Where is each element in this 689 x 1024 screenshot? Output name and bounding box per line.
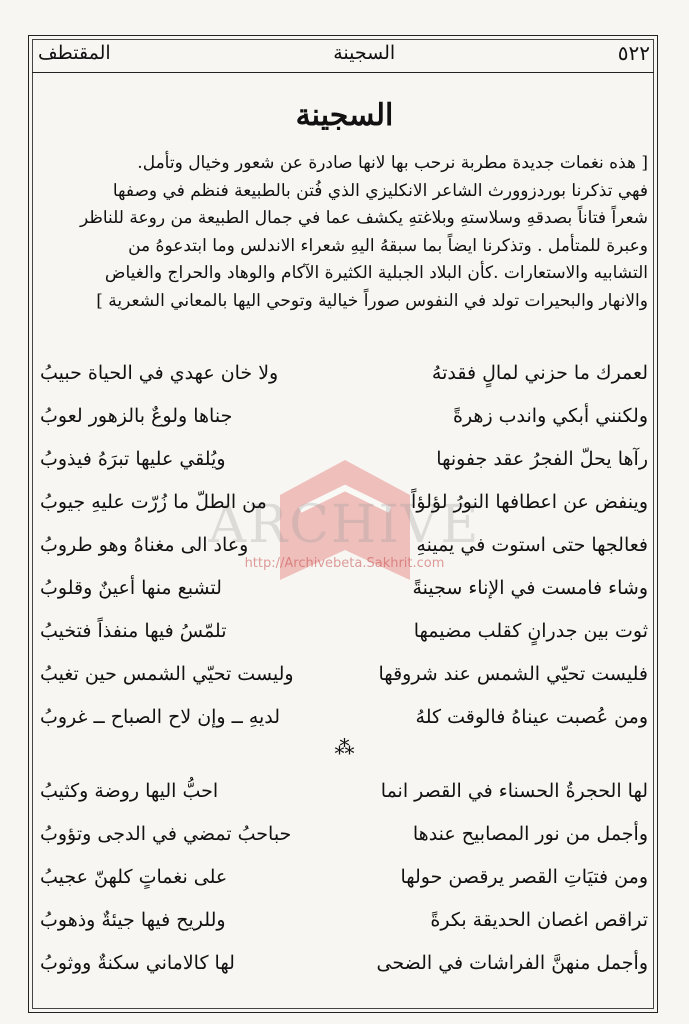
second-hemistich: لها كالاماني سكنةٌ ووثوبُ bbox=[40, 952, 235, 974]
verse bbox=[40, 481, 648, 524]
first-hemistich: لها الحجرةُ الحسناء في القصر انما bbox=[380, 780, 648, 802]
verse bbox=[40, 352, 648, 395]
second-hemistich: حباحبُ تمضي في الدجى وتؤوبُ bbox=[40, 823, 292, 845]
watermark-url: http://Archivebeta.Sakhrit.com bbox=[244, 556, 445, 571]
journal-name: المقتطف bbox=[38, 42, 111, 64]
running-header bbox=[38, 38, 650, 68]
verse bbox=[40, 653, 648, 696]
second-hemistich: وعاد الى مغناهُ وهو طروبُ bbox=[40, 534, 249, 556]
first-hemistich: رآها يحلّ الفجرُ عقد جفونها bbox=[436, 448, 648, 470]
poem-part-1 bbox=[40, 352, 648, 739]
second-hemistich: لتشبع منها أعينٌ وقلوبُ bbox=[40, 577, 222, 599]
second-hemistich: تلمّسُ فيها منفذاً فتخيبُ bbox=[40, 620, 227, 642]
second-hemistich: من الطلّ ما زُرّت عليهِ جيوبُ bbox=[40, 491, 267, 513]
second-hemistich: ولا خان عهدي في الحياة حبيبُ bbox=[40, 362, 279, 384]
intro-line: والانهار والبحيرات تولد في النفوس صوراً خيالية وتوحي اليها بالمعاني الشعرية ] bbox=[96, 290, 648, 311]
first-hemistich: وينفض عن اعطافها النورُ لؤلؤاً bbox=[411, 491, 648, 513]
first-hemistich: لعمرك ما حزني لمالٍ فقدتهُ bbox=[431, 362, 648, 384]
first-hemistich: وأجمل من نور المصابيح عندها bbox=[412, 823, 648, 845]
intro-line: شعراً فتاناً بصدقهِ وسلاستهِ وبلاغتهِ يكشف عما في جمال الطبيعة من روعة للناظر bbox=[79, 208, 648, 228]
intro-line: فهي تذكرنا بوردزوورث الشاعر الانكليزي الذي فُتن بالطبيعة فنظم في وصفها bbox=[112, 180, 648, 201]
verse bbox=[40, 567, 648, 610]
second-hemistich: وليست تحيّي الشمس حين تغيبُ bbox=[40, 663, 294, 685]
second-hemistich: احبُّ اليها روضة وكثيبُ bbox=[40, 780, 219, 802]
verse bbox=[40, 524, 648, 567]
second-hemistich: ويُلقي عليها تبرَهُ فيذوبُ bbox=[40, 448, 226, 470]
poem-part-2 bbox=[40, 770, 648, 985]
second-hemistich: وللريح فيها جيئةٌ وذهوبُ bbox=[40, 909, 226, 931]
intro-line: [ هذه نغمات جديدة مطربة نرحب بها لانها صادرة عن شعور وخيال وتأمل. bbox=[137, 153, 648, 173]
first-hemistich: ثوت بين جدرانٍ كقلب مضيمها bbox=[413, 620, 648, 642]
verse bbox=[40, 856, 648, 899]
first-hemistich: ومن فتيَاتِ القصر يرقصن حولها bbox=[400, 866, 648, 888]
first-hemistich: فعالجها حتى استوت في يمينهِ bbox=[416, 534, 648, 556]
first-hemistich: ولكنني أبكي واندب زهرةً bbox=[452, 405, 648, 427]
first-hemistich: فليست تحيّي الشمس عند شروقها bbox=[378, 663, 648, 685]
first-hemistich: وشاء فامست في الإناء سجينةً bbox=[412, 577, 648, 599]
verse bbox=[40, 813, 648, 856]
header-rule bbox=[32, 72, 654, 73]
first-hemistich: وأجمل منهنَّ الفراشات في الضحى bbox=[376, 952, 648, 974]
intro-line: التشابيه والاستعارات .كأن البلاد الجبلية الكثيرة الآكام والوهاد والحراج والغياض bbox=[104, 263, 648, 283]
intro-paragraph bbox=[40, 150, 648, 315]
verse bbox=[40, 610, 648, 653]
watermark-text: ARCHIVE bbox=[208, 495, 481, 555]
verse bbox=[40, 395, 648, 438]
second-hemistich: على نغماتٍ كلهنّ عجيبُ bbox=[40, 866, 228, 888]
second-hemistich: جناها ولوعٌ بالزهور لعوبُ bbox=[40, 405, 233, 427]
verse bbox=[40, 438, 648, 481]
first-hemistich: تراقص اغصان الحديقة بكرةً bbox=[430, 909, 648, 931]
second-hemistich: لديهِ ــ وإن لاح الصباح ــ غروبُ bbox=[40, 706, 281, 728]
verse bbox=[40, 770, 648, 813]
poem-title: السجينة bbox=[295, 98, 394, 133]
verse bbox=[40, 942, 648, 985]
section-separator: ⁂ bbox=[334, 735, 355, 759]
intro-line: وعبرة للمتأمل . وتذكرنا ايضاً بما سبقهُ اليهِ شعراء الاندلس وما ابتدعوهُ من bbox=[128, 235, 648, 256]
first-hemistich: ومن عُصبت عيناهُ فالوقت كلهُ bbox=[415, 706, 648, 728]
verse bbox=[40, 899, 648, 942]
page-number: ٥٢٢ bbox=[617, 41, 650, 65]
running-title: السجينة bbox=[333, 42, 396, 64]
